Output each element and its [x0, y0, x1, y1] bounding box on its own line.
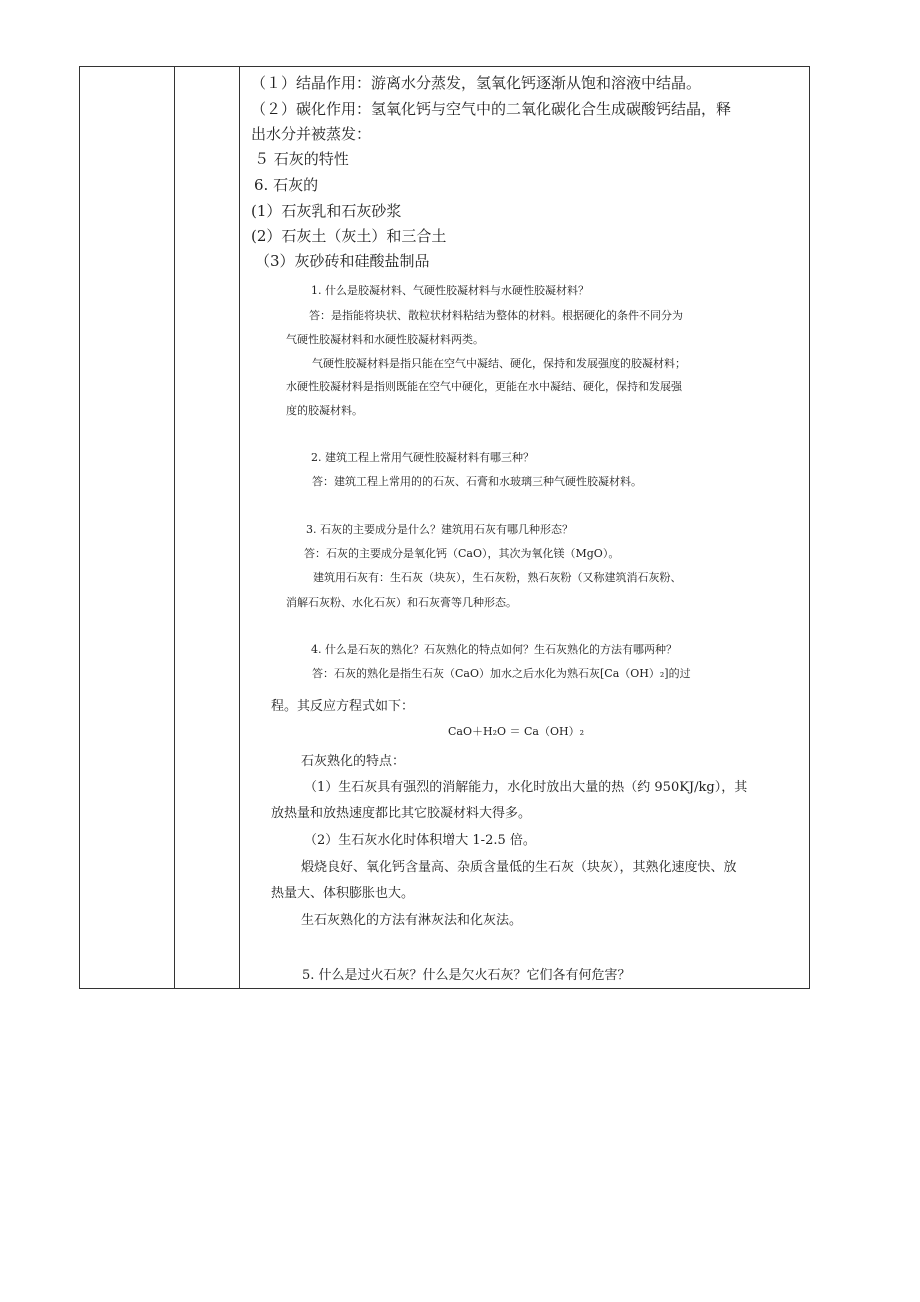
question-2: 2. 建筑工程上常用气硬性胶凝材料有哪三种？: [311, 451, 534, 464]
answer-line: 石灰熟化的特点：: [301, 754, 406, 769]
text-line: (2）石灰土（灰土）和三合土: [251, 227, 447, 245]
column-divider-1: [174, 67, 175, 988]
answer-line: 度的胶凝材料。: [286, 404, 363, 417]
answer-line: （2）生石灰水化时体积增大 1-2.5 倍。: [304, 833, 536, 848]
answer-line: 煅烧良好、氧化钙含量高、杂质含量低的生石灰（块灰），其熟化速度快、放: [301, 860, 737, 875]
text-line: 出水分并被蒸发：: [251, 125, 372, 143]
text-line: （3）灰砂砖和硅酸盐制品: [255, 252, 430, 270]
answer-line: 水硬性胶凝材料是指则既能在空气中硬化，更能在水中凝结、硬化，保持和发展强: [286, 380, 682, 393]
answer-line: 程。其反应方程式如下：: [271, 699, 415, 714]
answer-line: 气硬性胶凝材料是指只能在空气中凝结、硬化，保持和发展强度的胶凝材料；: [312, 357, 686, 370]
question-1: 1. 什么是胶凝材料、气硬性胶凝材料与水硬性胶凝材料？: [311, 284, 589, 297]
answer-line: 生石灰熟化的方法有淋灰法和化灰法。: [301, 913, 523, 928]
text-line: （２）碳化作用：氢氧化钙与空气中的二氧化碳化合生成碳酸钙结晶，释: [251, 100, 732, 118]
answer-line: （1）生石灰具有强烈的消解能力，水化时放出大量的热（约 950KJ/kg），其: [304, 780, 748, 795]
answer-line: 答：建筑工程上常用的的石灰、石膏和水玻璃三种气硬性胶凝材料。: [312, 475, 642, 488]
answer-line: 答：是指能将块状、散粒状材料粘结为整体的材料。根据硬化的条件不同分为: [309, 309, 683, 322]
question-4: 4. 什么是石灰的熟化？石灰熟化的特点如何？生石灰熟化的方法有哪两种？: [311, 643, 677, 656]
answer-line: 气硬性胶凝材料和水硬性胶凝材料两类。: [286, 333, 484, 346]
question-3: 3. 石灰的主要成分是什么？建筑用石灰有哪几种形态？: [306, 523, 573, 536]
question-5: 5. 什么是过火石灰？什么是欠火石灰？它们各有何危害？: [302, 968, 631, 983]
section-heading: ５ 石灰的特性: [254, 150, 349, 168]
text-line: (1）石灰乳和石灰砂浆: [251, 202, 402, 220]
content-cell: [240, 67, 809, 988]
answer-line: 消解石灰粉、水化石灰）和石灰膏等几种形态。: [286, 596, 517, 609]
answer-line: 答：石灰的主要成分是氧化钙（CaO），其次为氧化镁（MgO）。: [304, 547, 620, 560]
content-table: [79, 66, 810, 989]
answer-line: 答：石灰的熟化是指生石灰（CaO）加水之后水化为熟石灰[Ca（OH）₂]的过: [312, 667, 691, 680]
section-heading: 6. 石灰的: [254, 176, 319, 194]
chemical-equation: CaO＋H₂O ＝ Ca（OH）₂: [448, 725, 585, 738]
answer-line: 建筑用石灰有：生石灰（块灰），生石灰粉，熟石灰粉（又称建筑消石灰粉、: [313, 571, 682, 584]
answer-line: 热量大、体积膨胀也大。: [271, 886, 415, 901]
text-line: （１）结晶作用：游离水分蒸发，氢氧化钙逐渐从饱和溶液中结晶。: [251, 74, 702, 92]
answer-line: 放热量和放热速度都比其它胶凝材料大得多。: [271, 806, 532, 821]
